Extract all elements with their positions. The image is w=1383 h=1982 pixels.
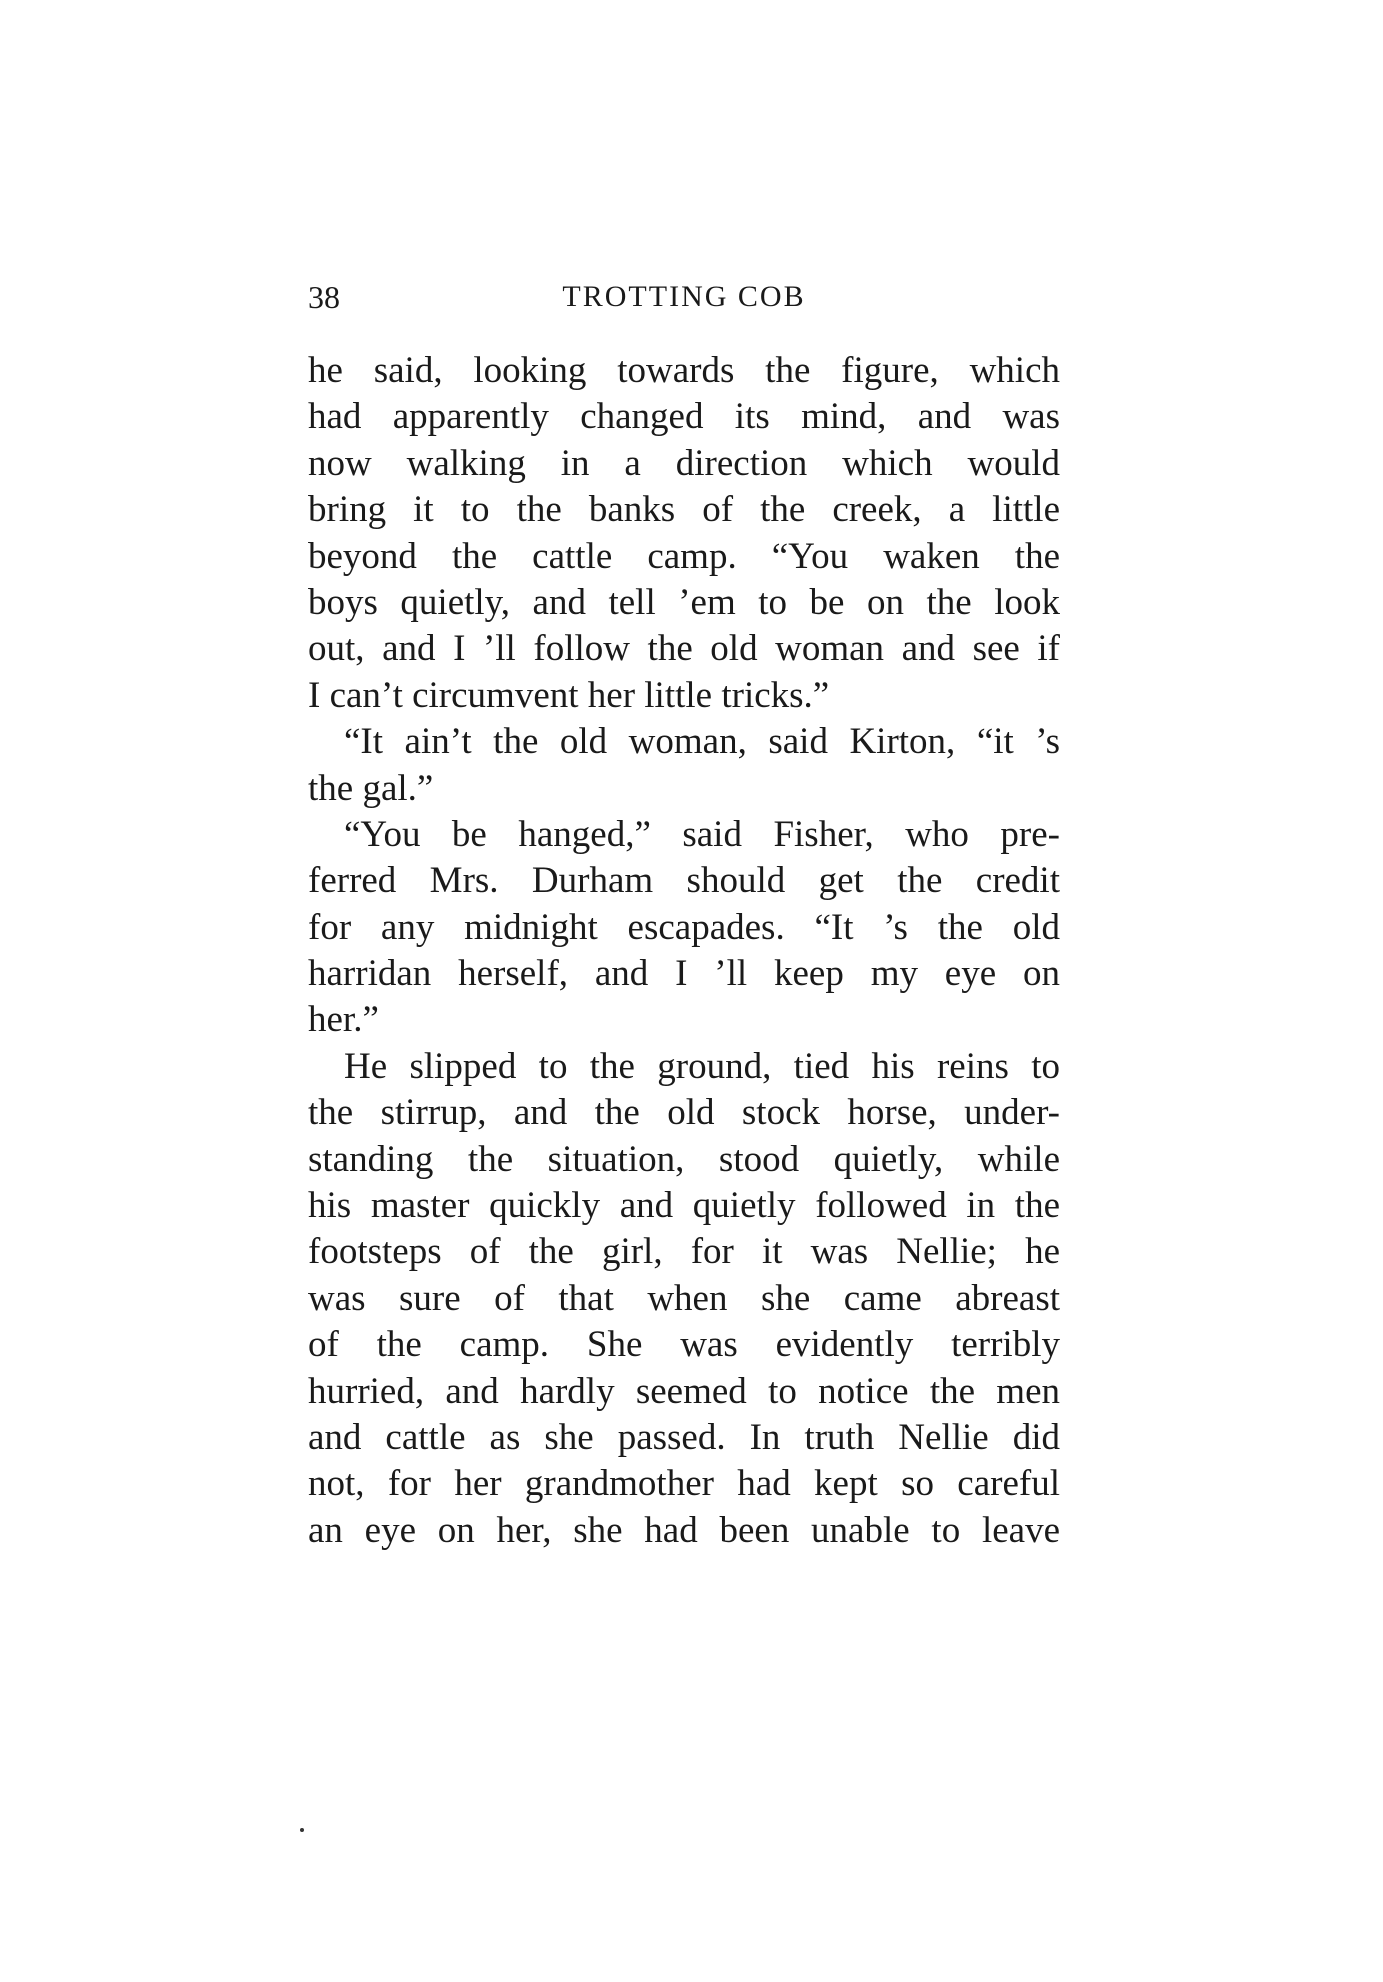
text-line: beyond the cattle camp. “You waken the [308,535,1060,577]
running-title: TROTTING COB [562,280,806,313]
text-line: an eye on her, she had been unable to leave [308,1509,1060,1551]
ink-speck [300,1828,304,1832]
text-line: footsteps of the girl, for it was Nellie; he [308,1231,1060,1273]
text-line: he said, looking towards the figure, which [308,350,1060,391]
text-line: was sure of that when she came abreast [308,1277,1060,1319]
text-line: of the camp. She was evidently terribly [308,1324,1060,1366]
text-line: for any midnight escapades. “It ’s the old [308,906,1060,948]
text-line: now walking in a direction which would [308,442,1060,484]
body-text [308,348,1060,1554]
text-line: his master quickly and quietly followed in the [308,1185,1060,1227]
text-line: hurried, and hardly seemed to notice the men [308,1370,1060,1412]
text-line: boys quietly, and tell ’em to be on the look [308,581,1060,623]
page-number: 38 [308,279,340,315]
text-line: and cattle as she passed. In truth Nellie did [308,1416,1060,1458]
page-header [308,272,1060,322]
text-line: “You be hanged,” said Fisher, who pre- [344,813,1060,855]
text-line: harridan herself, and I ’ll keep my eye on [308,953,1060,995]
text-line: had apparently changed its mind, and was [308,396,1060,438]
text-line: I can’t circumvent her little tricks.” [308,674,830,716]
text-line: the stirrup, and the old stock horse, under- [308,1092,1060,1134]
text-line: ferred Mrs. Durham should get the credit [308,860,1060,902]
text-line: standing the situation, stood quietly, while [308,1138,1060,1180]
text-line: not, for her grandmother had kept so careful [308,1463,1060,1505]
text-line: her.” [308,999,379,1041]
text-line: He slipped to the ground, tied his reins to [344,1045,1060,1087]
text-line: out, and I ’ll follow the old woman and see if [308,628,1060,670]
text-line: the gal.” [308,767,434,809]
text-line: bring it to the banks of the creek, a little [308,489,1060,531]
text-line: “It ain’t the old woman, said Kirton, “it ’s [344,721,1060,763]
